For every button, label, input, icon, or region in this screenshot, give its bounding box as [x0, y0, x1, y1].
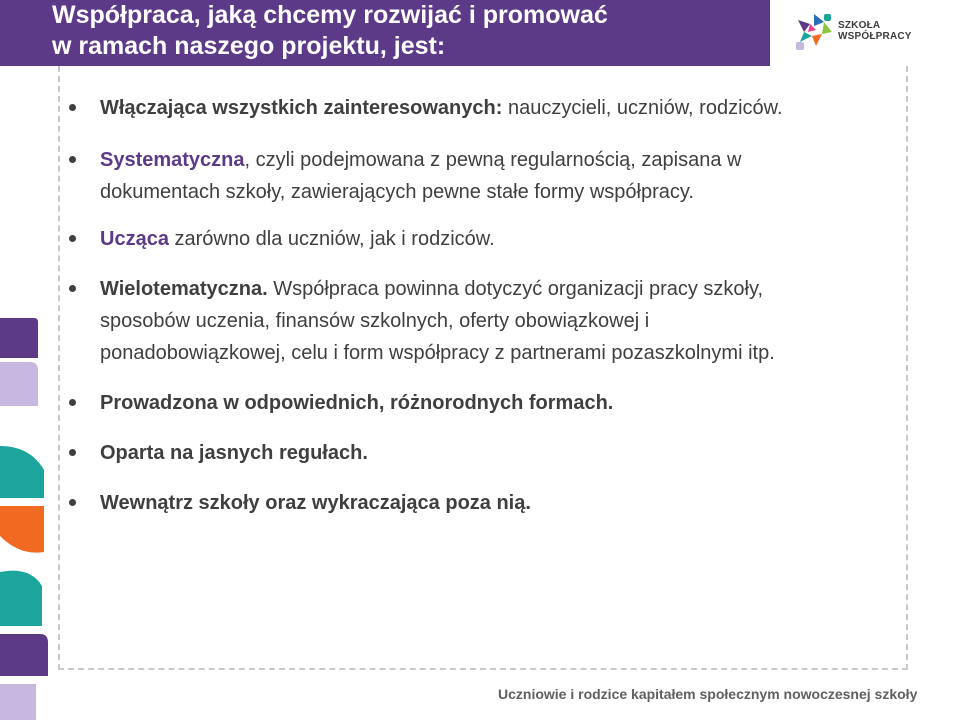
bullet-text: Współpraca powinna dotyczyć organizacji pracy szkoły, sposobów uczenia, finansów szkolnych, oferty obowiązkowej i ponadobowiązkowej, celu i form współpracy z partnerami pozaszkolnymi itp.	[100, 278, 775, 364]
logo-line-2: WSPÓŁPRACY	[838, 31, 912, 42]
bullet-item	[100, 487, 820, 519]
slide-title	[52, 0, 752, 62]
decorative-shapes	[0, 66, 60, 720]
bullet-strong: Systematyczna	[100, 149, 245, 171]
logo-text	[838, 20, 948, 42]
bullet-text: zarówno dla uczniów, jak i rodziców.	[168, 228, 495, 250]
title-bar	[0, 0, 770, 66]
bullet-dot-icon	[69, 156, 76, 163]
bullet-dot-icon	[69, 104, 76, 111]
bullet-dot-icon	[69, 399, 76, 406]
bullet-item	[100, 223, 820, 255]
bullet-item	[100, 144, 820, 208]
bullet-dot-icon	[69, 449, 76, 456]
bullet-list	[100, 92, 820, 519]
logo-line-1: SZKOŁA	[838, 20, 881, 31]
bullet-item	[100, 92, 820, 124]
bullet-item	[100, 437, 820, 469]
bullet-strong: Oparta na jasnych regułach.	[100, 442, 368, 464]
bullet-strong: Prowadzona w odpowiednich, różnorodnych formach.	[100, 392, 614, 414]
bullet-strong: Wielotematyczna.	[100, 278, 268, 300]
bullet-strong: Wewnątrz szkoły oraz wykraczająca poza nią.	[100, 492, 531, 514]
bullet-dot-icon	[69, 499, 76, 506]
bullet-text: , czyli podejmowana z pewną regularnością, zapisana w dokumentach szkoły, zawierających pewne stałe formy współpracy.	[100, 149, 742, 203]
bullet-dot-icon	[69, 285, 76, 292]
title-line-2: w ramach naszego projektu, jest:	[52, 32, 446, 60]
footer-tagline: Uczniowie i rodzice kapitałem społecznym nowoczesnej szkoły	[498, 686, 918, 702]
bullet-strong: Włączająca wszystkich zainteresowanych:	[100, 97, 503, 119]
szkola-wspolpracy-logo	[794, 12, 944, 54]
title-line-1: Współpraca, jaką chcemy rozwijać i promować	[52, 1, 608, 29]
bullet-item	[100, 387, 820, 419]
bullet-text: nauczycieli, uczniów, rodziców.	[502, 97, 783, 119]
bullet-strong: Ucząca	[100, 228, 169, 250]
logo-icon	[794, 12, 834, 52]
bullet-item	[100, 273, 820, 369]
bullet-dot-icon	[69, 235, 76, 242]
